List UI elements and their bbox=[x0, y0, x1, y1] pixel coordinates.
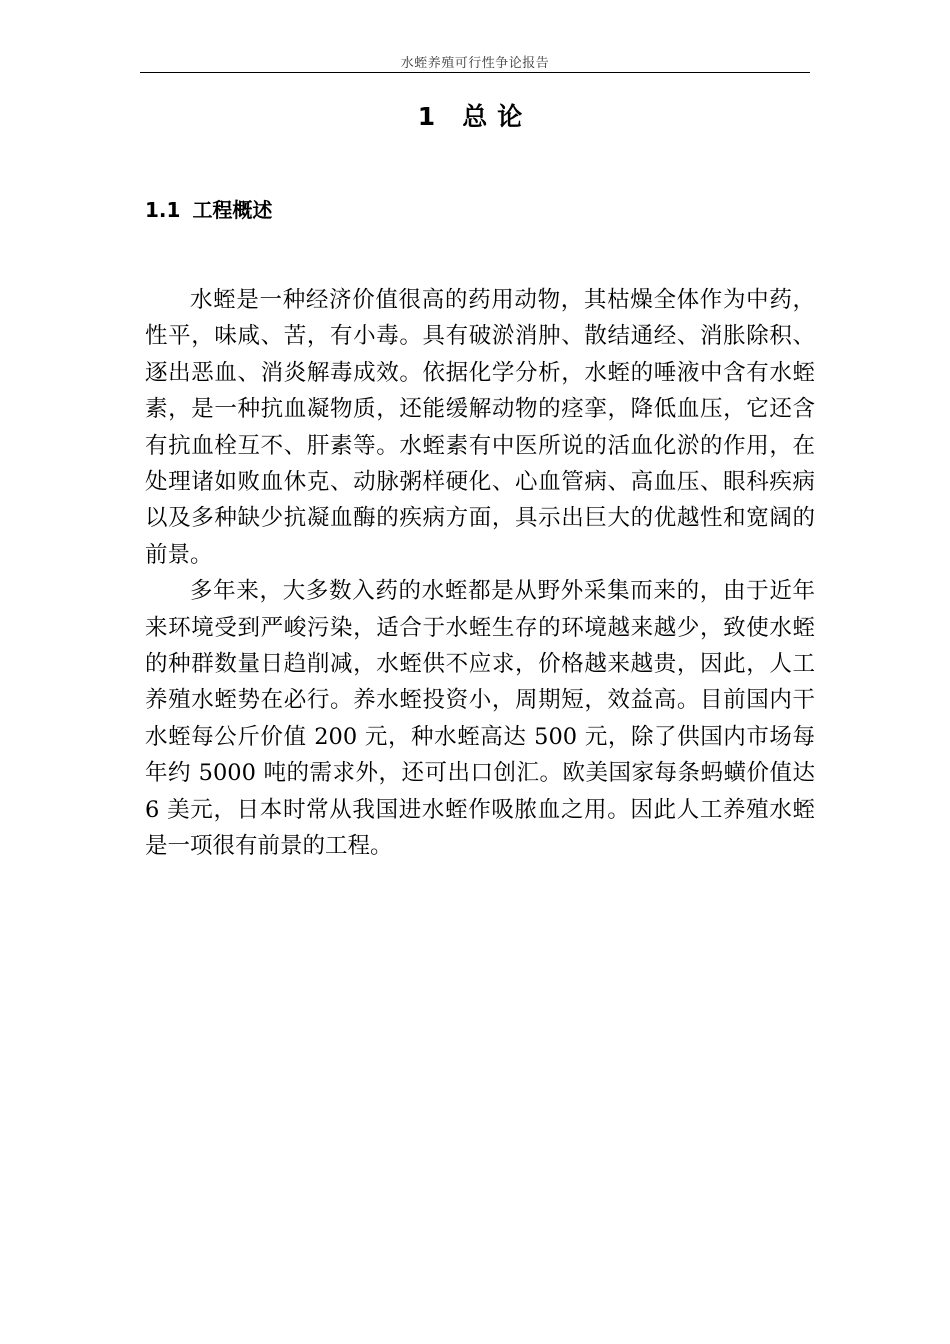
section-heading bbox=[145, 196, 272, 224]
chapter-title-text: 总论 bbox=[462, 102, 533, 131]
paragraph: 水蛭是一种经济价值很高的药用动物，其枯燥全体作为中药，性平，味咸、苦，有小毒。具有破淤消肿、散结通经、消胀除积、逐出恶血、消炎解毒成效。依据化学分析，水蛭的唾液中含有水蛭素，是一种抗血凝物质，还能缓解动物的痉挛，降低血压，它还含有抗血栓互不、肝素等。水蛭素有中医所说的活血化淤的作用，在处理诸如败血休克、动脉粥样硬化、心血管病、高血压、眼科疾病以及多种缺少抗凝血酶的疾病方面，具示出巨大的优越性和宽阔的前景。 bbox=[145, 287, 815, 568]
chapter-title bbox=[0, 100, 950, 134]
paragraph: 多年来，大多数入药的水蛭都是从野外采集而来的，由于近年来环境受到严峻污染，适合于水蛭生存的环境越来越少，致使水蛭的种群数量日趋削减，水蛭供不应求，价格越来越贵，因此，人工养殖水蛭势在必行。养水蛭投资小，周期短，效益高。目前国内干水蛭每公斤价值 200 元，种水蛭高达 500 元，除了供国内市场每年约 5000 吨的需求外，还可出口创汇。欧美国家每条蚂蟥价值达 6 美元，日本时常从我国进水蛭作吸脓血之用。因此人工养殖水蛭是一项很有前景的工程。 bbox=[145, 578, 815, 860]
body-text bbox=[145, 282, 815, 865]
section-title: 工程概述 bbox=[192, 198, 273, 222]
section-number: 1.1 bbox=[145, 198, 181, 222]
chapter-number: 1 bbox=[417, 102, 437, 131]
page-header bbox=[140, 56, 810, 73]
running-title: 水蛭养殖可行性争论报告 bbox=[400, 56, 550, 71]
